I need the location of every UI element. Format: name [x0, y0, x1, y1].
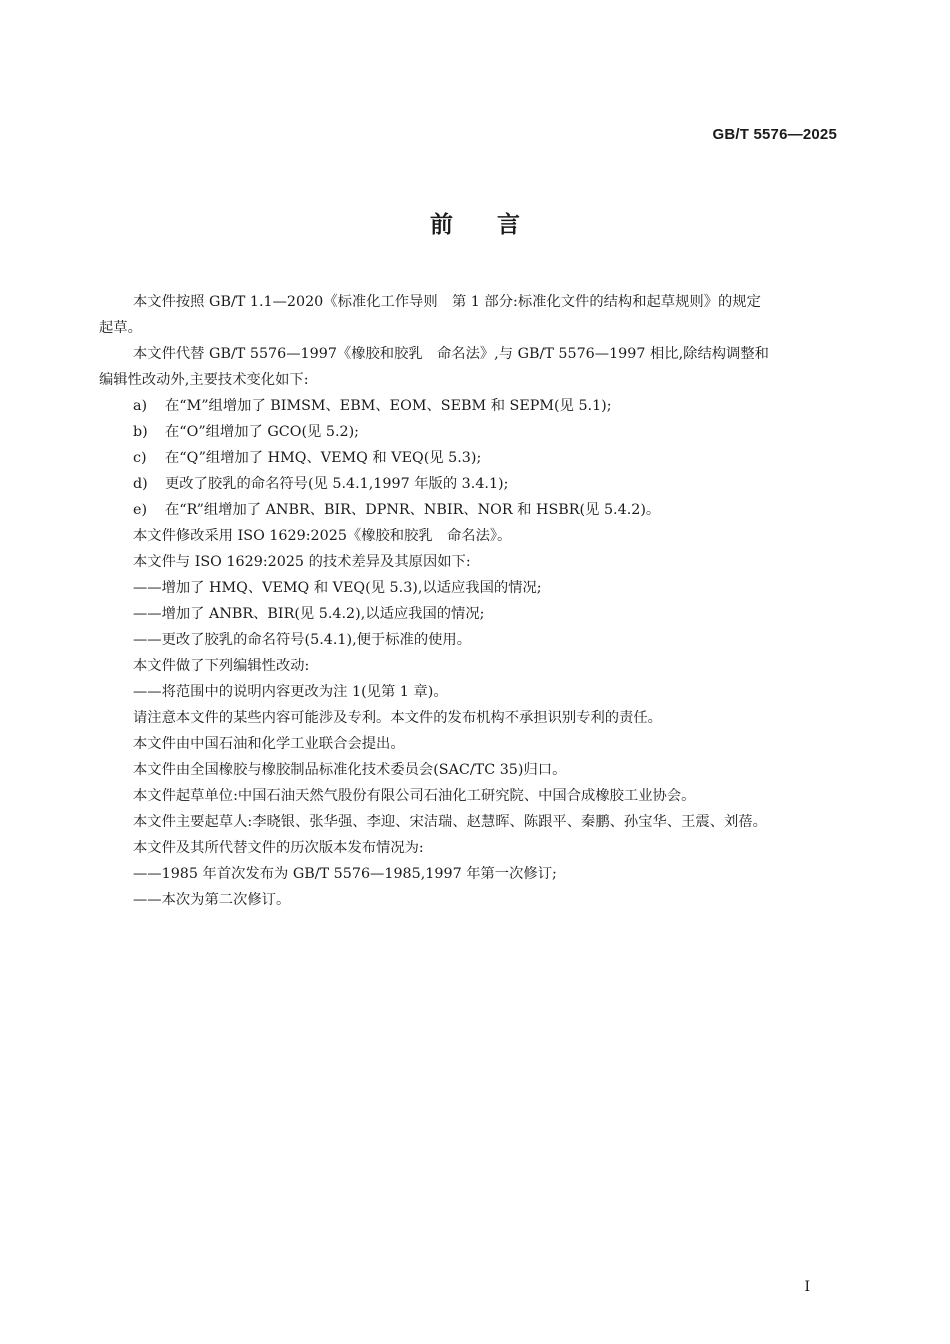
paragraph-proposer: 本文件由中国石油和化学工业联合会提出。: [133, 736, 405, 752]
standard-number: GB/T 5576—2025: [712, 126, 837, 143]
list-item: [133, 497, 838, 523]
list-marker: d): [133, 476, 148, 492]
list-marker: b): [133, 424, 148, 440]
paragraph-history-intro: 本文件及其所代替文件的历次版本发布情况为:: [133, 840, 424, 856]
foreword-body: [99, 289, 838, 913]
paragraph-committee: 本文件由全国橡胶与橡胶制品标准化技术委员会(SAC/TC 35)归口。: [133, 762, 567, 778]
list-item: [133, 471, 838, 497]
list-marker: c): [133, 450, 147, 466]
dash-item: ——增加了 HMQ、VEMQ 和 VEQ(见 5.3),以适应我国的情况;: [133, 580, 542, 596]
dash-item: ——增加了 ANBR、BIR(见 5.4.2),以适应我国的情况;: [133, 606, 485, 622]
page-title: 前言: [430, 212, 564, 238]
paragraph-drafters: 本文件主要起草人:李晓银、张华强、李迎、宋洁瑞、赵慧晖、陈跟平、秦鹏、孙宝华、王震、刘蓓。: [133, 814, 767, 830]
paragraph-replaces: [99, 341, 838, 393]
list-item: [133, 419, 838, 445]
paragraph-editorial-intro: 本文件做了下列编辑性改动:: [133, 658, 310, 674]
list-marker: e): [133, 502, 148, 518]
list-item-text: 在“Q”组增加了 HMQ、VEMQ 和 VEQ(见 5.3);: [165, 450, 482, 466]
list-item-text: 在“R”组增加了 ANBR、BIR、DPNR、NBIR、NOR 和 HSBR(见 5.4.2)。: [165, 502, 661, 518]
list-marker: a): [133, 398, 148, 414]
dash-item: ——更改了胶乳的命名符号(5.4.1),便于标准的使用。: [133, 632, 472, 648]
list-item-text: 在“O”组增加了 GCO(见 5.2);: [165, 424, 359, 440]
list-item: [133, 393, 838, 419]
list-item: [133, 445, 838, 471]
dash-item: ——1985 年首次发布为 GB/T 5576—1985,1997 年第一次修订;: [133, 866, 557, 882]
page-number: I: [804, 1279, 810, 1295]
paragraph-differences-intro: 本文件与 ISO 1629:2025 的技术差异及其原因如下:: [133, 554, 471, 570]
dash-item: ——本次为第二次修订。: [133, 892, 291, 908]
dash-item: ——将范围中的说明内容更改为注 1(见第 1 章)。: [133, 684, 448, 700]
paragraph-drafting-rules: [99, 289, 838, 341]
paragraph-line: 编辑性改动外,主要技术变化如下:: [99, 372, 309, 388]
paragraph-patent-notice: 请注意本文件的某些内容可能涉及专利。本文件的发布机构不承担识别专利的责任。: [133, 710, 662, 726]
paragraph-line: 起草。: [99, 320, 142, 336]
paragraph-line: 本文件按照 GB/T 1.1—2020《标准化工作导则 第 1 部分:标准化文件的结构和起草规则》的规定: [133, 294, 761, 310]
paragraph-adoption: 本文件修改采用 ISO 1629:2025《橡胶和胶乳 命名法》。: [133, 528, 512, 544]
list-item-text: 更改了胶乳的命名符号(见 5.4.1,1997 年版的 3.4.1);: [165, 476, 509, 492]
list-item-text: 在“M”组增加了 BIMSM、EBM、EOM、SEBM 和 SEPM(见 5.1);: [165, 398, 612, 414]
paragraph-drafting-units: 本文件起草单位:中国石油天然气股份有限公司石油化工研究院、中国合成橡胶工业协会。: [133, 788, 696, 804]
paragraph-line: 本文件代替 GB/T 5576—1997《橡胶和胶乳 命名法》,与 GB/T 5576—1997 相比,除结构调整和: [133, 346, 769, 362]
